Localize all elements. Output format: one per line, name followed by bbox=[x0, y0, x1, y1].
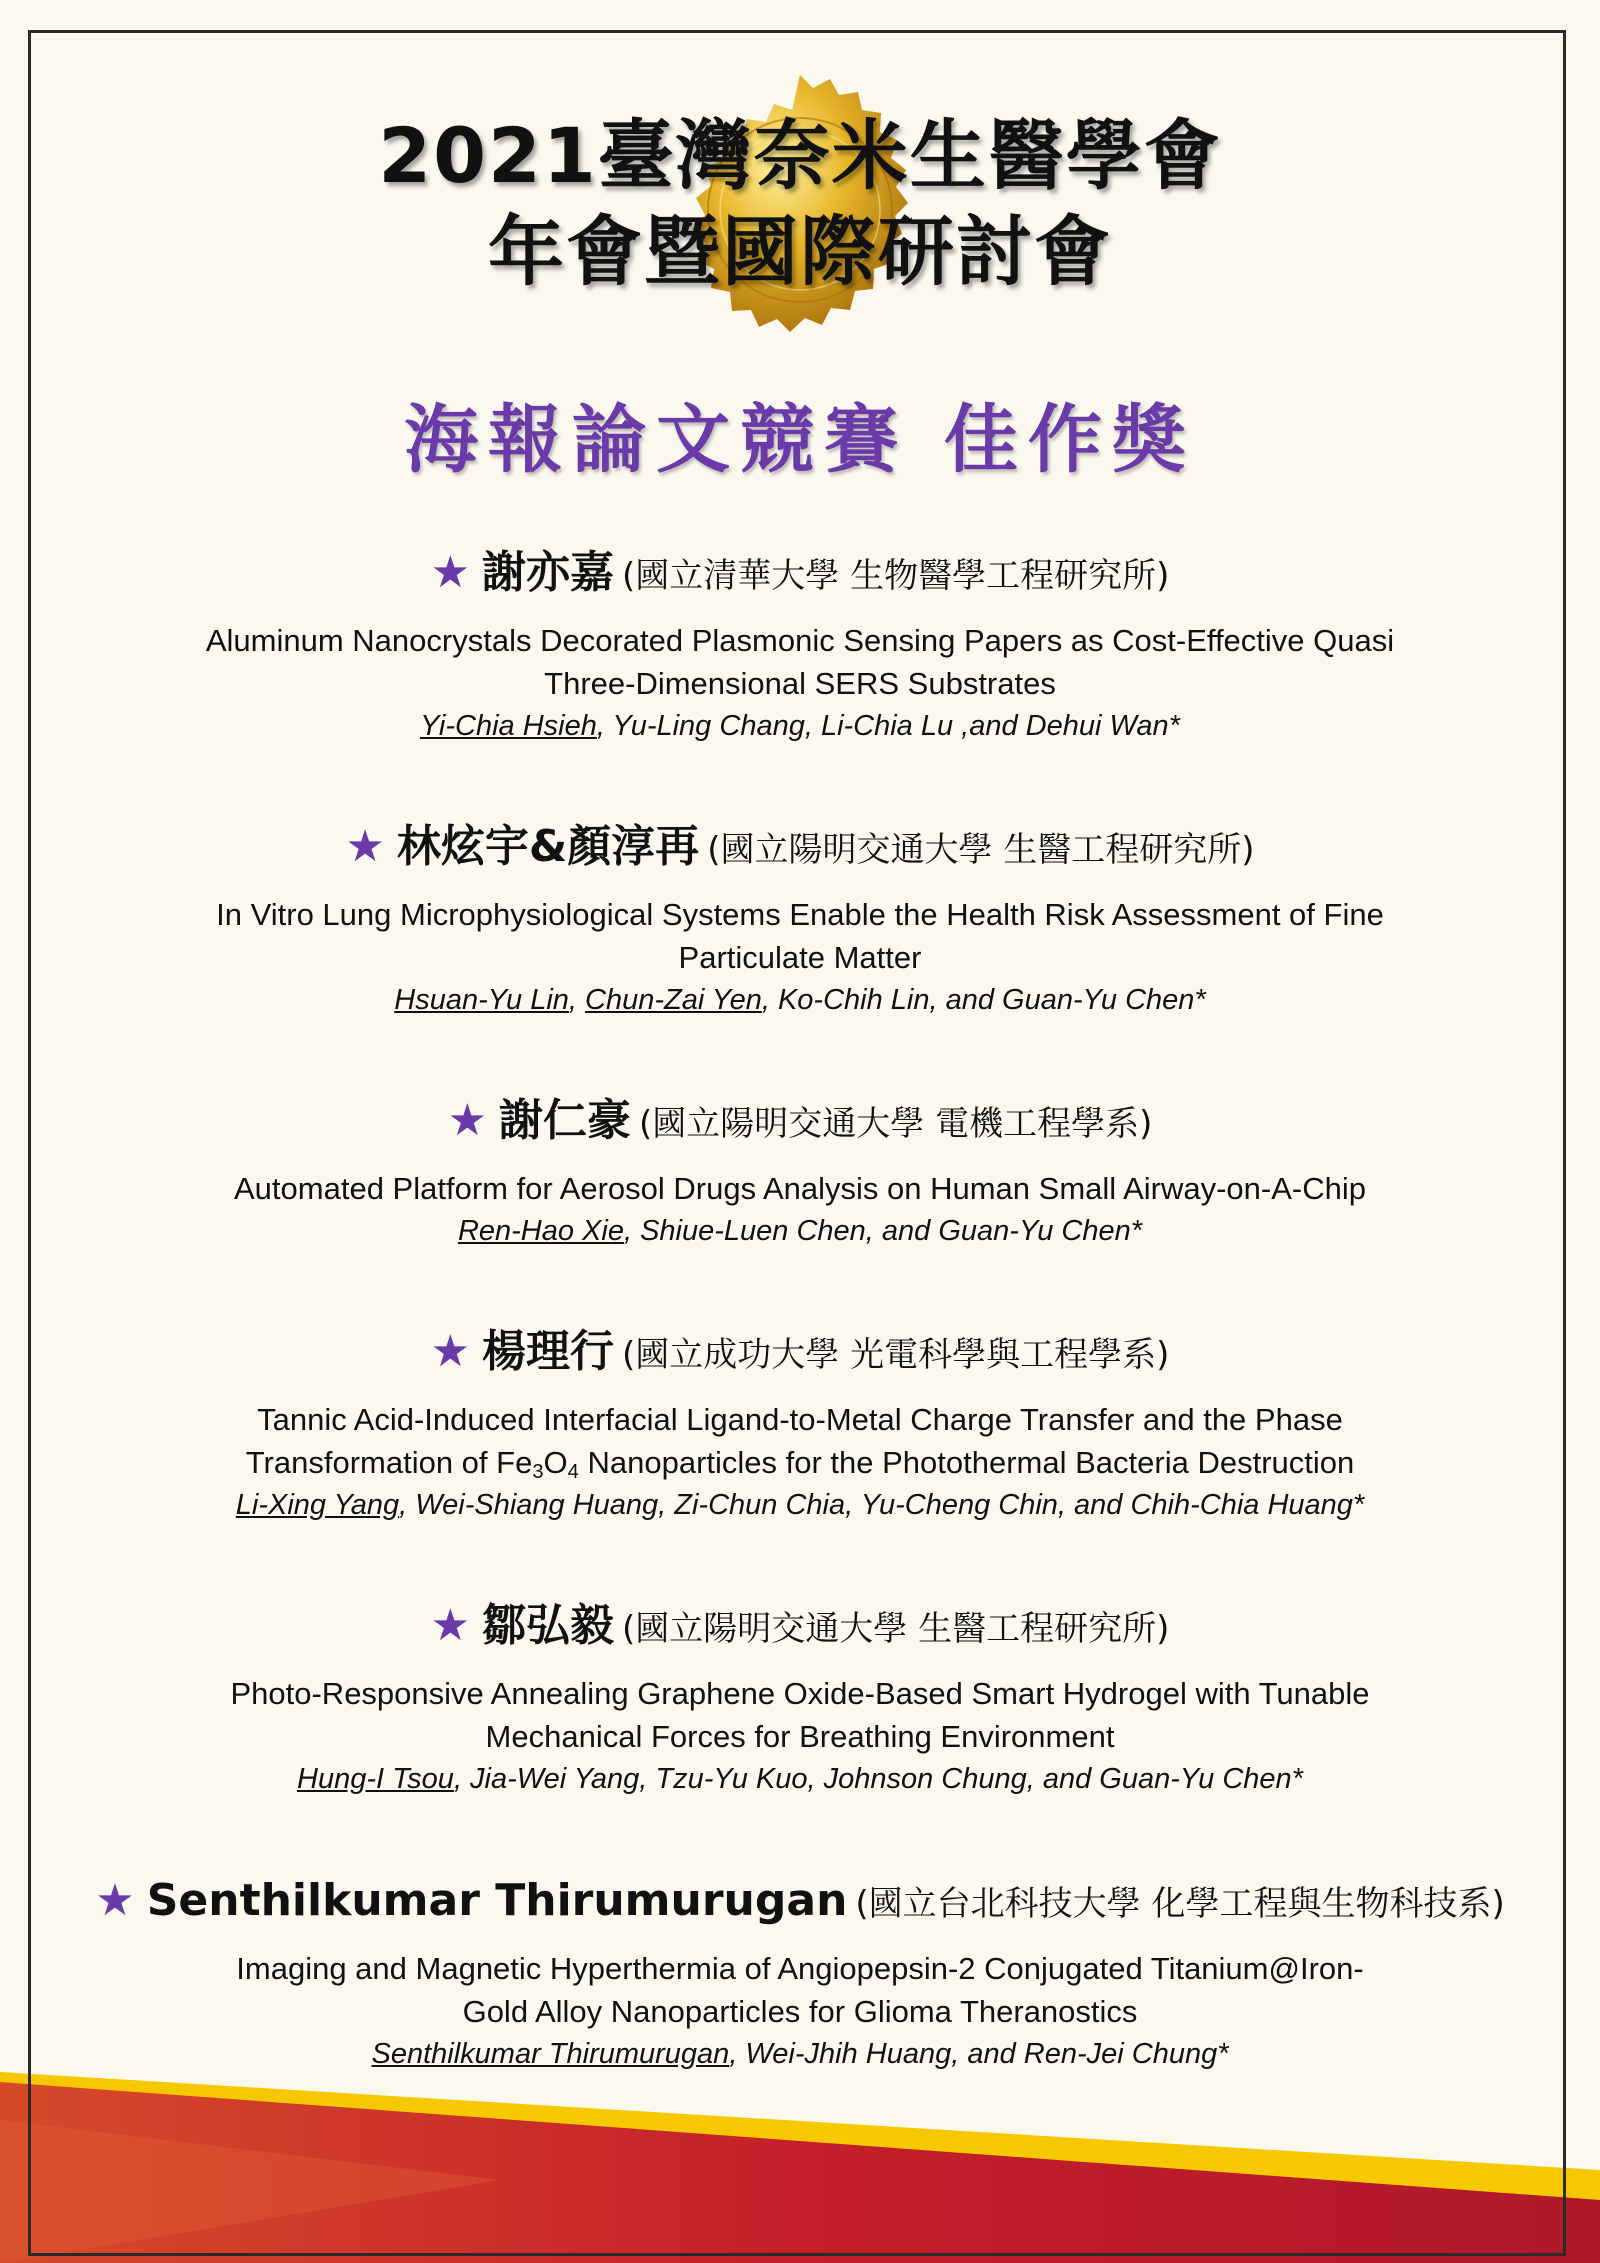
winner-affiliation: (國立台北科技大學 化學工程與生物科技系) bbox=[855, 1884, 1505, 1924]
author-list: Hsuan-Yu Lin, Chun-Zai Yen, Ko-Chih Lin, and Guan-Yu Chen* bbox=[394, 984, 1206, 1016]
paper-title: In Vitro Lung Microphysiological Systems Enable the Health Risk Assessment of Fine Particulate Matter bbox=[216, 897, 1384, 975]
star-icon: ★ bbox=[430, 1326, 471, 1377]
winner-entry bbox=[60, 542, 1540, 747]
winner-entry bbox=[60, 1870, 1540, 2075]
paper-title: Tannic Acid-Induced Interfacial Ligand-to-Metal Charge Transfer and the Phase Transformation of $Fe_3O_4$ Nanoparticles for the Photothermal Bacteria Destruction bbox=[245, 1402, 1355, 1484]
award-title: 海報論文競賽 佳作獎 bbox=[404, 397, 1196, 483]
winner-affiliation: (國立清華大學 生物醫學工程研究所) bbox=[622, 556, 1170, 596]
winner-name: 謝仁豪 bbox=[499, 1095, 632, 1146]
paper-title: Automated Platform for Aerosol Drugs Analysis on Human Small Airway-on-A-Chip bbox=[234, 1171, 1366, 1206]
star-icon: ★ bbox=[430, 1600, 471, 1651]
winner-entry bbox=[60, 1595, 1540, 1800]
star-icon: ★ bbox=[430, 547, 471, 598]
first-author: Ren-Hao Xie bbox=[457, 1215, 624, 1247]
winner-name: 楊理行 bbox=[482, 1326, 615, 1377]
winner-name: 林炫宇&顏淳再 bbox=[396, 821, 700, 872]
winner-name: 謝亦嘉 bbox=[482, 547, 615, 598]
winner-name: Senthilkumar Thirumurugan bbox=[146, 1875, 848, 1926]
author-list: Yi-Chia Hsieh, Yu-Ling Chang, Li-Chia Lu ,and Dehui Wan* bbox=[420, 710, 1180, 742]
author-list: Senthilkumar Thirumurugan, Wei-Jhih Huang, and Ren-Jei Chung* bbox=[371, 2038, 1229, 2070]
event-title-line-1: 2021臺灣奈米生醫學會 bbox=[378, 111, 1222, 200]
first-author: Senthilkumar Thirumurugan bbox=[371, 2038, 730, 2070]
winner-entry bbox=[60, 1090, 1540, 1252]
paper-title: Aluminum Nanocrystals Decorated Plasmonic Sensing Papers as Cost-Effective Quasi Three-Dimensional SERS Substrates bbox=[205, 623, 1395, 701]
winner-affiliation: (國立陽明交通大學 生醫工程研究所) bbox=[707, 830, 1255, 870]
author-list: Li-Xing Yang, Wei-Shiang Huang, Zi-Chun Chia, Yu-Cheng Chin, and Chih-Chia Huang* bbox=[235, 1489, 1365, 1521]
paper-title: Imaging and Magnetic Hyperthermia of Angiopepsin-2 Conjugated Titanium@Iron- Gold Alloy Nanoparticles for Glioma Theranostics bbox=[236, 1951, 1364, 2029]
paper-title: Photo-Responsive Annealing Graphene Oxide-Based Smart Hydrogel with Tunable Mechanical Forces for Breathing Environment bbox=[230, 1676, 1370, 1754]
event-title-line-2: 年會暨國際研討會 bbox=[488, 207, 1112, 296]
winner-entry bbox=[60, 816, 1540, 1021]
winner-affiliation: (國立陽明交通大學 生醫工程研究所) bbox=[622, 1609, 1170, 1649]
winner-name: 鄒弘毅 bbox=[482, 1600, 615, 1651]
first-author: Hung-I Tsou bbox=[297, 1763, 454, 1795]
winner-affiliation: (國立陽明交通大學 電機工程學系) bbox=[639, 1104, 1153, 1144]
star-icon: ★ bbox=[345, 821, 385, 872]
winner-entry bbox=[60, 1321, 1540, 1526]
author-list: Hung-I Tsou, Jia-Wei Yang, Tzu-Yu Kuo, Johnson Chung, and Guan-Yu Chen* bbox=[297, 1763, 1303, 1795]
author-list: Ren-Hao Xie, Shiue-Luen Chen, and Guan-Yu Chen* bbox=[457, 1215, 1143, 1247]
first-author: Hsuan-Yu Lin bbox=[394, 984, 569, 1016]
first-author: Li-Xing Yang bbox=[235, 1489, 400, 1521]
winner-affiliation: (國立成功大學 光電科學與工程學系) bbox=[622, 1335, 1170, 1375]
star-icon: ★ bbox=[95, 1875, 135, 1926]
first-author: Yi-Chia Hsieh bbox=[420, 710, 597, 742]
second-author: Chun-Zai Yen bbox=[585, 984, 762, 1016]
decorative-bottom-band bbox=[0, 2060, 1600, 2263]
star-icon: ★ bbox=[447, 1095, 488, 1146]
